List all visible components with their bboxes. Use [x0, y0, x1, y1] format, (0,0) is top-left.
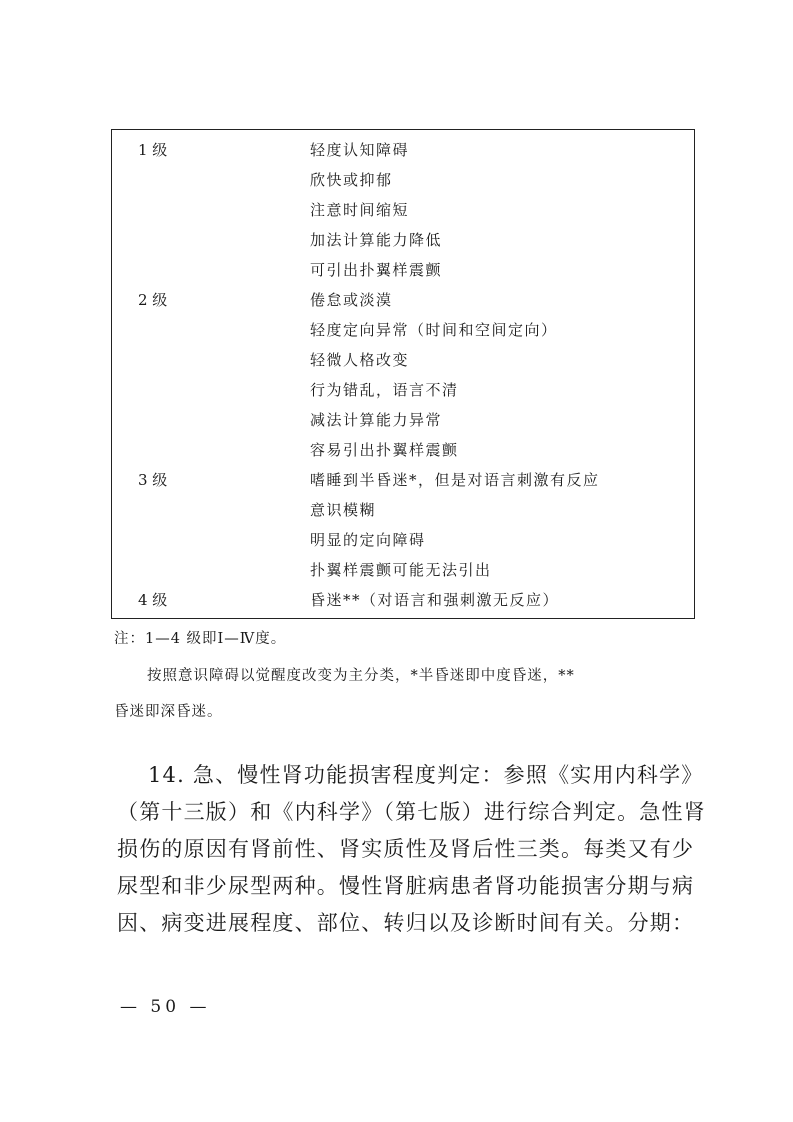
table-row — [112, 345, 694, 375]
page-number: — 50 — — [120, 997, 211, 1017]
table-row — [112, 555, 694, 585]
grade-description: 意识模糊 — [310, 501, 377, 519]
table-row — [112, 585, 694, 615]
grade-table — [111, 129, 695, 619]
classification-note-continued: 昏迷即深昏迷。 — [114, 704, 223, 720]
body-paragraph — [117, 757, 717, 942]
grade-description: 行为错乱，语言不清 — [310, 381, 459, 399]
grade-description: 昏迷**（对语言和强刺激无反应） — [310, 591, 560, 609]
table-row — [112, 285, 694, 315]
classification-note: 按照意识障碍以觉醒度改变为主分类，*半昏迷即中度昏迷，** — [147, 668, 575, 684]
table-row — [112, 165, 694, 195]
paragraph-line: 尿型和非少尿型两种。慢性肾脏病患者肾功能损害分期与病 — [117, 874, 695, 898]
table-row — [112, 405, 694, 435]
table-row — [112, 525, 694, 555]
grade-label: 4 级 — [138, 591, 168, 609]
table-row — [112, 495, 694, 525]
grade-description: 欣快或抑郁 — [310, 171, 393, 189]
grade-label: 2 级 — [138, 291, 168, 309]
grade-description: 嗜睡到半昏迷*，但是对语言刺激有反应 — [310, 471, 600, 489]
grade-label: 1 级 — [138, 141, 168, 159]
grade-description: 加法计算能力降低 — [310, 231, 443, 249]
grade-description: 轻度认知障碍 — [310, 141, 410, 159]
grade-description: 轻微人格改变 — [310, 351, 410, 369]
table-row — [112, 255, 694, 285]
paragraph-line: 14. 急、慢性肾功能损害程度判定：参照《实用内科学》 — [148, 763, 704, 787]
paragraph-line: （第十三版）和《内科学》（第七版）进行综合判定。急性肾 — [117, 800, 706, 824]
paragraph-line: 因、病变进展程度、部位、转归以及诊断时间有关。分期： — [117, 911, 695, 935]
grade-description: 容易引出扑翼样震颤 — [310, 441, 459, 459]
grade-description: 明显的定向障碍 — [310, 531, 426, 549]
table-row — [112, 135, 694, 165]
table-row — [112, 435, 694, 465]
table-row — [112, 375, 694, 405]
grade-description: 轻度定向异常（时间和空间定向） — [310, 321, 558, 339]
grade-description: 可引出扑翼样震颤 — [310, 261, 443, 279]
paragraph-line: 损伤的原因有肾前性、肾实质性及肾后性三类。每类又有少 — [117, 837, 695, 861]
table-note: 注：1—4 级即Ⅰ—Ⅳ度。 — [114, 631, 287, 647]
grade-description: 减法计算能力异常 — [310, 411, 443, 429]
grade-description: 倦怠或淡漠 — [310, 291, 393, 309]
grade-label: 3 级 — [138, 471, 168, 489]
table-row — [112, 315, 694, 345]
grade-description: 注意时间缩短 — [310, 201, 410, 219]
table-row — [112, 465, 694, 495]
grade-description: 扑翼样震颤可能无法引出 — [310, 561, 492, 579]
table-row — [112, 195, 694, 225]
table-row — [112, 225, 694, 255]
